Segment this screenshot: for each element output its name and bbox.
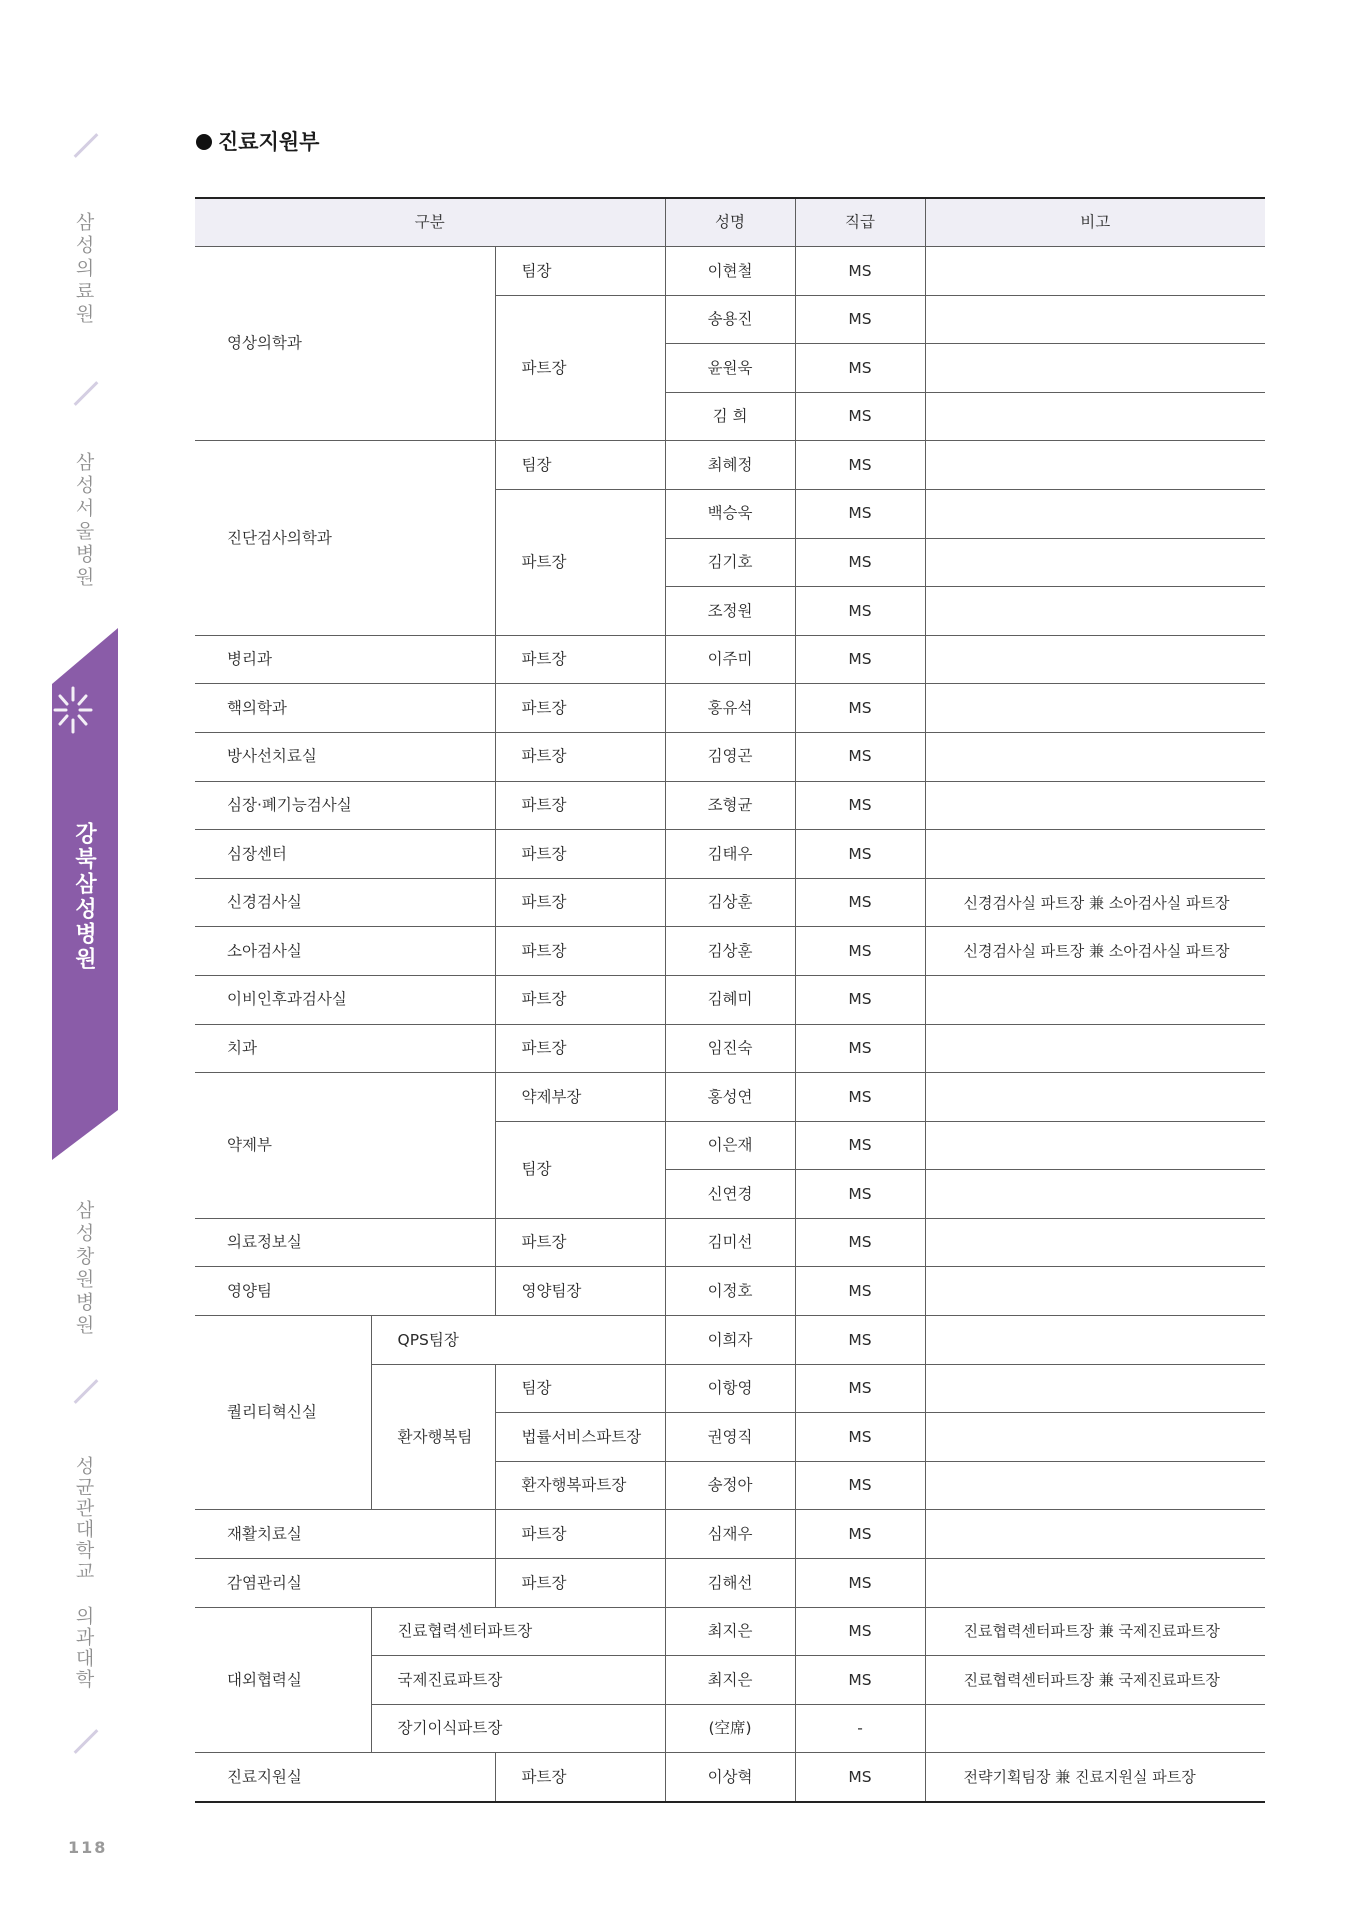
dept-cell: 치과 [195,1024,495,1073]
section-title-text: 진료지원부 [218,130,320,154]
role-cell: 파트장 [495,927,665,976]
note-cell [925,587,1265,636]
grade-cell: MS [795,1753,925,1802]
name-cell: 최지은 [665,1656,795,1705]
grade-cell: MS [795,392,925,441]
role-cell: 파트장 [495,732,665,781]
note-cell [925,684,1265,733]
header-division: 구분 [195,198,665,247]
note-cell: 전략기획팀장 兼 진료지원실 파트장 [925,1753,1265,1802]
role-cell: 파트장 [495,1510,665,1559]
role-cell: 파트장 [495,1753,665,1802]
name-cell: 송용진 [665,295,795,344]
name-cell: 김혜미 [665,975,795,1024]
name-cell: 심재우 [665,1510,795,1559]
side-tab-samsung-seoul-hospital[interactable]: 삼성서울병원 [72,452,95,590]
sub-dept-cell: 진료협력센터파트장 [371,1607,665,1656]
table-row [195,684,1265,733]
note-cell: 진료협력센터파트장 兼 국제진료파트장 [925,1607,1265,1656]
note-cell [925,1170,1265,1219]
note-cell [925,392,1265,441]
name-cell: 홍유석 [665,684,795,733]
dept-cell: 약제부 [195,1073,495,1219]
grade-cell: MS [795,1267,925,1316]
role-cell: 팀장 [495,1364,665,1413]
dept-cell: 진단검사의학과 [195,441,495,635]
note-cell [925,830,1265,879]
grade-cell: MS [795,975,925,1024]
grade-cell: MS [795,635,925,684]
dept-cell: 병리과 [195,635,495,684]
dept-cell: 심장·폐기능검사실 [195,781,495,830]
role-cell: 파트장 [495,1024,665,1073]
grade-cell: MS [795,878,925,927]
name-cell: 최혜정 [665,441,795,490]
note-cell [925,1218,1265,1267]
note-cell [925,489,1265,538]
note-cell [925,1073,1265,1122]
table-row [195,927,1265,976]
table-row [195,1753,1265,1802]
note-cell [925,1316,1265,1365]
grade-cell: MS [795,684,925,733]
table-row [195,635,1265,684]
name-cell: 권영직 [665,1413,795,1462]
note-cell [925,1364,1265,1413]
side-navigation [0,0,130,1920]
note-cell [925,1267,1265,1316]
table-row [195,975,1265,1024]
sub-dept-cell: 장기이식파트장 [371,1704,665,1753]
table-row [195,781,1265,830]
section-title [196,126,319,156]
name-cell: 최지은 [665,1607,795,1656]
name-cell: 김기호 [665,538,795,587]
sub-dept-cell: 국제진료파트장 [371,1656,665,1705]
name-cell: 이정호 [665,1267,795,1316]
dept-cell: 재활치료실 [195,1510,495,1559]
grade-cell: MS [795,1607,925,1656]
name-cell: 윤원욱 [665,344,795,393]
table-row [195,247,1265,296]
role-cell: 파트장 [495,295,665,441]
note-cell [925,247,1265,296]
name-cell: 이현철 [665,247,795,296]
role-cell: 팀장 [495,1121,665,1218]
dept-cell: 소아검사실 [195,927,495,976]
grade-cell: MS [795,247,925,296]
table-row [195,1316,1265,1365]
dept-cell: 진료지원실 [195,1753,495,1802]
grade-cell: MS [795,1510,925,1559]
header-note: 비고 [925,198,1265,247]
grade-cell: MS [795,830,925,879]
role-cell: 파트장 [495,1218,665,1267]
role-cell: 파트장 [495,830,665,879]
header-name: 성명 [665,198,795,247]
note-cell: 신경검사실 파트장 兼 소아검사실 파트장 [925,927,1265,976]
grade-cell: MS [795,1559,925,1608]
page-number: 118 [68,1838,108,1857]
table-header-row [195,198,1265,247]
name-cell: 김태우 [665,830,795,879]
note-cell [925,1559,1265,1608]
grade-cell: MS [795,295,925,344]
dept-cell: 대외협력실 [195,1607,371,1753]
note-cell [925,732,1265,781]
name-cell: 이상혁 [665,1753,795,1802]
grade-cell: MS [795,1316,925,1365]
note-cell [925,295,1265,344]
table-row [195,441,1265,490]
table-row [195,1024,1265,1073]
role-cell: 파트장 [495,489,665,635]
bullet-icon [196,134,212,150]
note-cell [925,1413,1265,1462]
table-row [195,1267,1265,1316]
table-row [195,1073,1265,1122]
role-cell: 환자행복파트장 [495,1461,665,1510]
name-cell: 신연경 [665,1170,795,1219]
note-cell [925,1704,1265,1753]
note-cell [925,1024,1265,1073]
header-grade: 직급 [795,198,925,247]
name-cell: (空席) [665,1704,795,1753]
dept-cell: 심장센터 [195,830,495,879]
dept-cell: 핵의학과 [195,684,495,733]
grade-cell: MS [795,1461,925,1510]
note-cell: 진료협력센터파트장 兼 국제진료파트장 [925,1656,1265,1705]
name-cell: 조형균 [665,781,795,830]
role-cell: 파트장 [495,781,665,830]
dept-cell: 감염관리실 [195,1559,495,1608]
dept-cell: 신경검사실 [195,878,495,927]
grade-cell: MS [795,1024,925,1073]
dept-cell: 영상의학과 [195,247,495,441]
note-cell [925,1121,1265,1170]
table-row [195,830,1265,879]
table-row [195,1510,1265,1559]
name-cell: 이항영 [665,1364,795,1413]
table-row [195,1559,1265,1608]
table-row [195,1607,1265,1656]
grade-cell: MS [795,1364,925,1413]
role-cell: 팀장 [495,441,665,490]
grade-cell: MS [795,781,925,830]
name-cell: 김미선 [665,1218,795,1267]
side-tab-kangbuk-samsung-hospital[interactable]: 강북삼성병원 [71,822,97,972]
dept-cell: 방사선치료실 [195,732,495,781]
note-cell [925,344,1265,393]
name-cell: 임진숙 [665,1024,795,1073]
role-cell: 법률서비스파트장 [495,1413,665,1462]
role-cell: 파트장 [495,878,665,927]
sub-dept-cell: QPS팀장 [371,1316,665,1365]
note-cell: 신경검사실 파트장 兼 소아검사실 파트장 [925,878,1265,927]
side-tab-samsung-medical-center[interactable]: 삼성의료원 [72,212,95,327]
side-tab-skku-medicine[interactable]: 성균관대학교 의과대학 [72,1456,95,1690]
name-cell: 송정아 [665,1461,795,1510]
name-cell: 홍성연 [665,1073,795,1122]
grade-cell: MS [795,538,925,587]
role-cell: 팀장 [495,247,665,296]
role-cell: 영양팀장 [495,1267,665,1316]
dept-cell: 영양팀 [195,1267,495,1316]
grade-cell: MS [795,441,925,490]
active-tab-background [0,0,130,1920]
note-cell [925,1461,1265,1510]
grade-cell: MS [795,732,925,781]
grade-cell: MS [795,1656,925,1705]
role-cell: 파트장 [495,1559,665,1608]
name-cell: 김해선 [665,1559,795,1608]
grade-cell: - [795,1704,925,1753]
grade-cell: MS [795,344,925,393]
grade-cell: MS [795,587,925,636]
role-cell: 파트장 [495,975,665,1024]
side-tab-samsung-changwon-hospital[interactable]: 삼성창원병원 [72,1200,95,1338]
name-cell: 조정원 [665,587,795,636]
name-cell: 김영곤 [665,732,795,781]
name-cell: 백승욱 [665,489,795,538]
role-cell: 파트장 [495,635,665,684]
grade-cell: MS [795,489,925,538]
name-cell: 이은재 [665,1121,795,1170]
grade-cell: MS [795,1073,925,1122]
note-cell [925,635,1265,684]
staff-table [195,197,1265,1803]
grade-cell: MS [795,1218,925,1267]
name-cell: 김상훈 [665,878,795,927]
grade-cell: MS [795,1121,925,1170]
sub-dept-cell: 환자행복팀 [371,1364,495,1510]
role-cell: 파트장 [495,684,665,733]
dept-cell: 의료정보실 [195,1218,495,1267]
note-cell [925,1510,1265,1559]
grade-cell: MS [795,927,925,976]
note-cell [925,781,1265,830]
dept-cell: 퀄리티혁신실 [195,1316,371,1510]
name-cell: 김 희 [665,392,795,441]
name-cell: 김상훈 [665,927,795,976]
name-cell: 이주미 [665,635,795,684]
note-cell [925,538,1265,587]
grade-cell: MS [795,1413,925,1462]
grade-cell: MS [795,1170,925,1219]
role-cell: 약제부장 [495,1073,665,1122]
note-cell [925,441,1265,490]
table-row [195,878,1265,927]
note-cell [925,975,1265,1024]
dept-cell: 이비인후과검사실 [195,975,495,1024]
name-cell: 이희자 [665,1316,795,1365]
table-row [195,732,1265,781]
table-row [195,1218,1265,1267]
